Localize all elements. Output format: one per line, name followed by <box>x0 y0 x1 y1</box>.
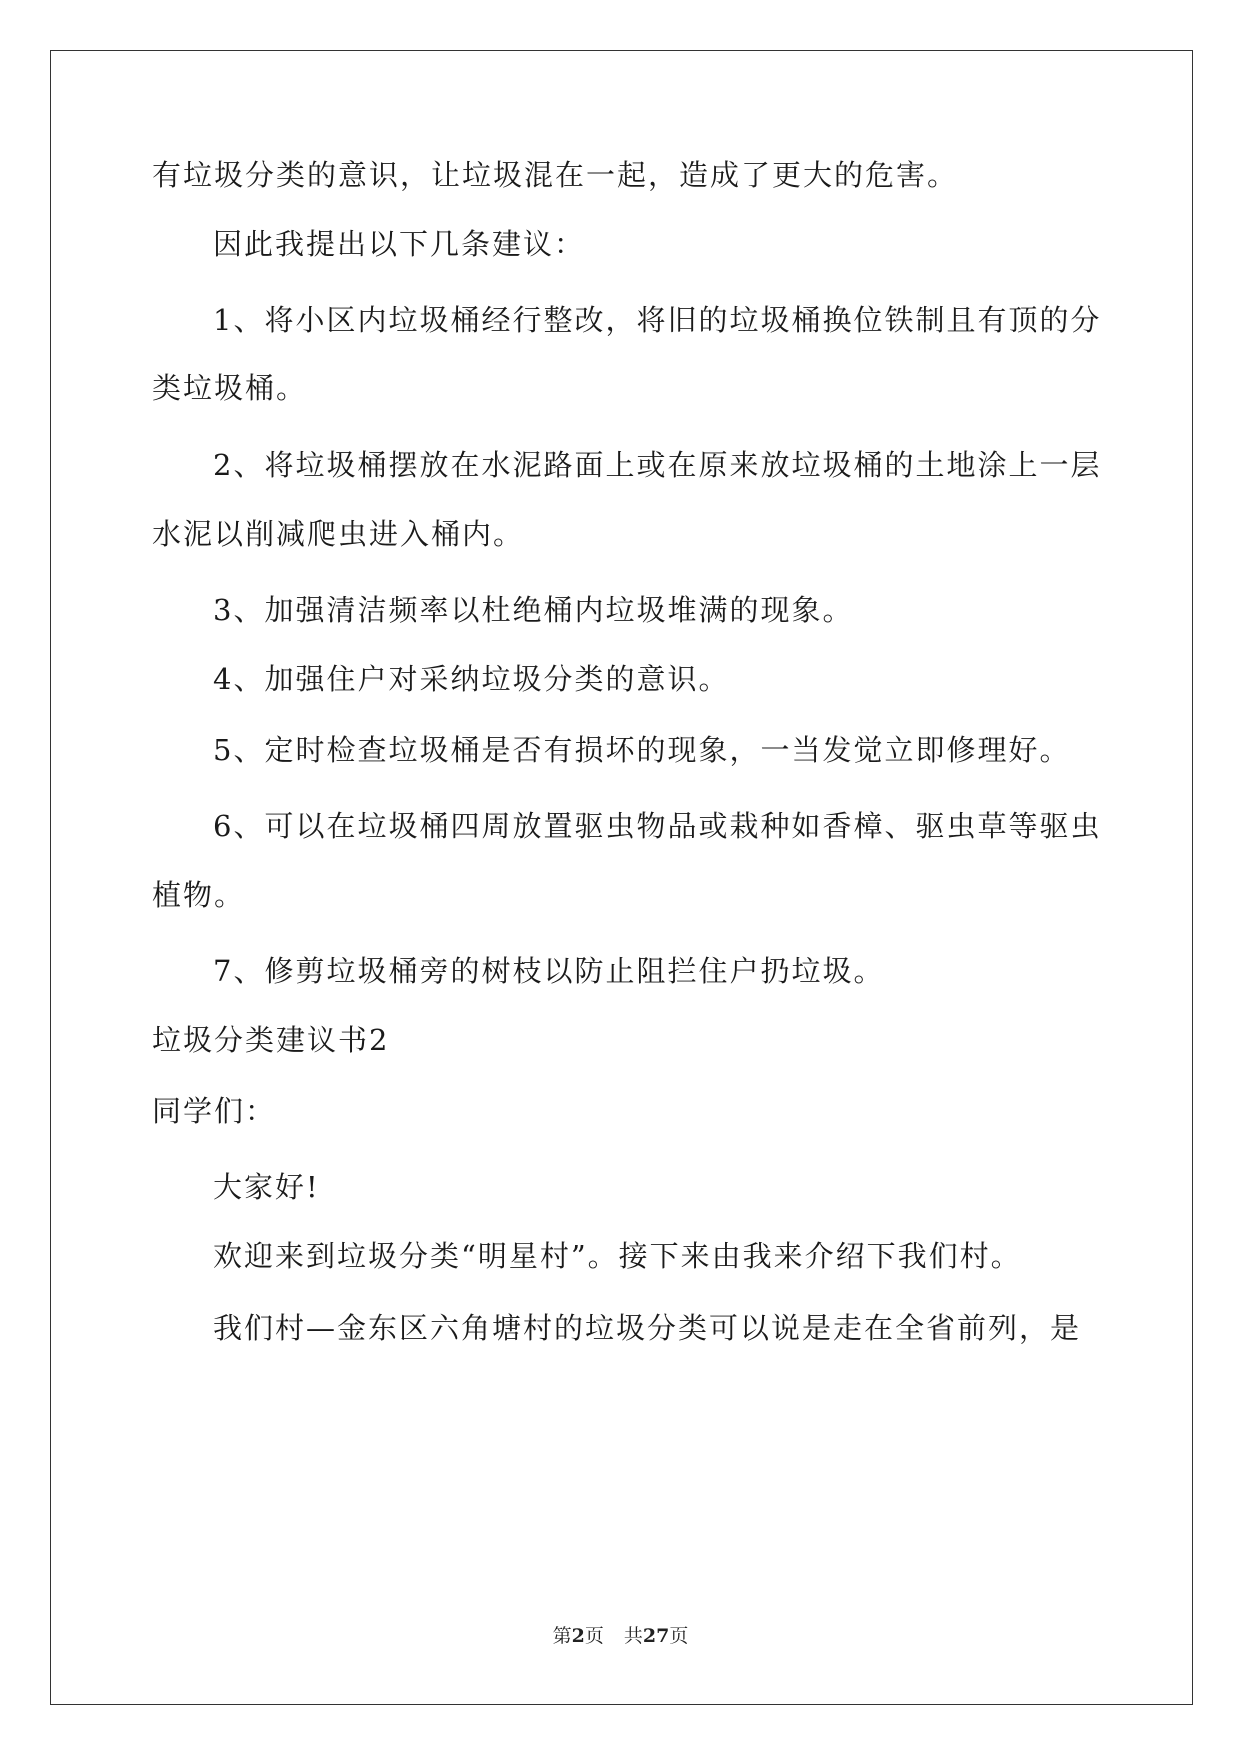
paragraph-line: 3、加强清洁频率以杜绝桶内垃圾堆满的现象。 <box>213 593 854 627</box>
page-footer <box>0 1624 1241 1648</box>
footer-prefix: 第 <box>552 1625 572 1647</box>
paragraph-line: 欢迎来到垃圾分类“明星村”。接下来由我来介绍下我们村。 <box>213 1239 1022 1273</box>
footer-page-unit: 页 <box>584 1625 604 1647</box>
paragraph-line: 因此我提出以下几条建议： <box>213 227 586 261</box>
current-page-number: 2 <box>571 1625 585 1647</box>
paragraph-line: 我们村—金东区六角塘村的垃圾分类可以说是走在全省前列，是 <box>213 1311 1082 1345</box>
paragraph-line: 4、加强住户对采纳垃圾分类的意识。 <box>213 662 730 696</box>
paragraph-line: 植物。 <box>152 878 246 912</box>
footer-total-prefix: 共 <box>623 1625 643 1647</box>
paragraph-line: 有垃圾分类的意识，让垃圾混在一起，造成了更大的危害。 <box>152 158 959 192</box>
section-heading: 垃圾分类建议书2 <box>152 1023 390 1057</box>
paragraph-line: 水泥以削减爬虫进入桶内。 <box>152 517 525 551</box>
footer-total-unit: 页 <box>669 1625 689 1647</box>
paragraph-line: 类垃圾桶。 <box>152 371 308 405</box>
paragraph-line: 6、可以在垃圾桶四周放置驱虫物品或栽种如香樟、驱虫草等驱虫 <box>213 809 1102 843</box>
total-page-count: 27 <box>642 1625 670 1647</box>
greeting: 大家好! <box>213 1170 320 1204</box>
paragraph-line: 2、将垃圾桶摆放在水泥路面上或在原来放垃圾桶的土地涂上一层 <box>213 448 1102 482</box>
paragraph-line: 5、定时检查垃圾桶是否有损坏的现象，一当发觉立即修理好。 <box>213 733 1071 767</box>
salutation: 同学们： <box>152 1094 277 1128</box>
paragraph-line: 1、将小区内垃圾桶经行整改，将旧的垃圾桶换位铁制且有顶的分 <box>213 303 1102 337</box>
paragraph-line: 7、修剪垃圾桶旁的树枝以防止阻拦住户扔垃圾。 <box>213 954 885 988</box>
